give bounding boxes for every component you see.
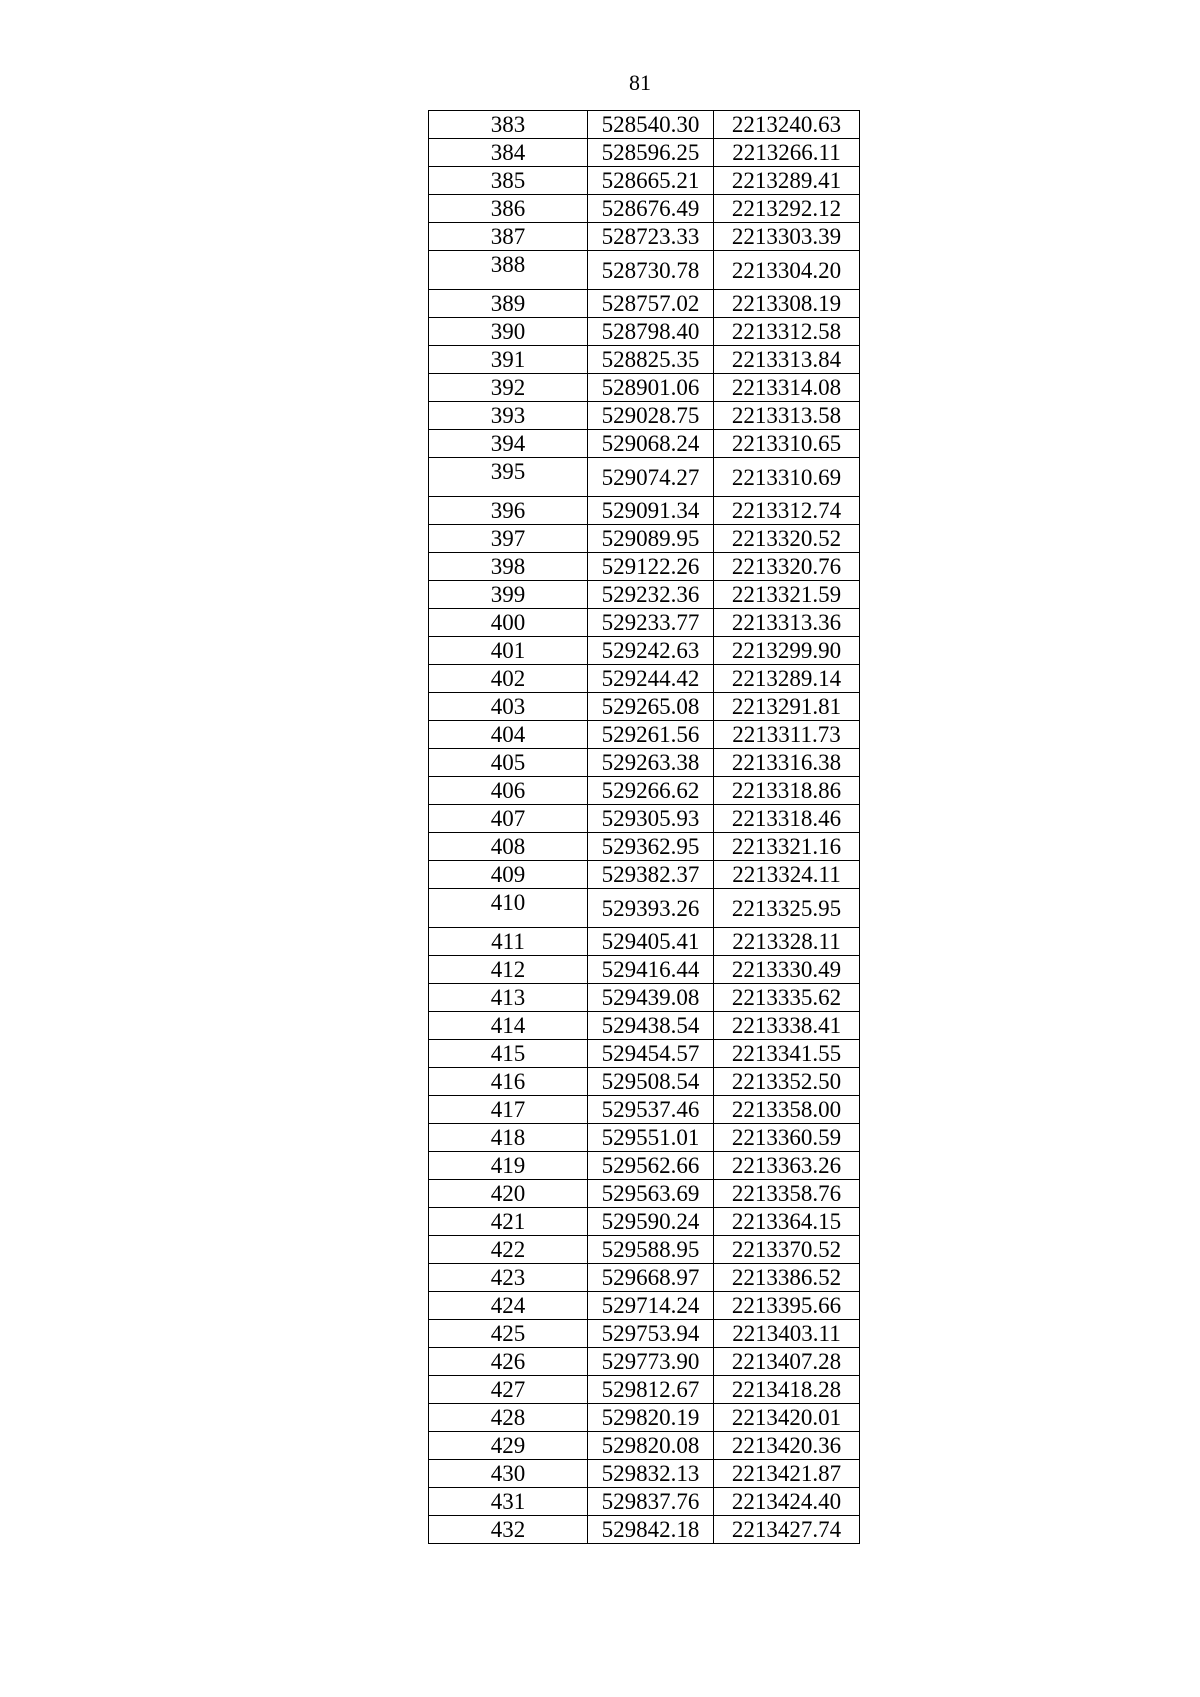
point-number-cell: 426: [429, 1348, 588, 1376]
table-row: [429, 1236, 860, 1264]
table-row: [429, 1376, 860, 1404]
point-number-cell: 396: [429, 497, 588, 525]
table-row: [429, 167, 860, 195]
table-row: [429, 1516, 860, 1544]
x-coordinate-cell: 529668.97: [588, 1264, 714, 1292]
point-number-cell: 421: [429, 1208, 588, 1236]
point-number-cell: 399: [429, 581, 588, 609]
point-number-cell: 425: [429, 1320, 588, 1348]
point-number-cell: 424: [429, 1292, 588, 1320]
table-row: [429, 1320, 860, 1348]
y-coordinate-cell: 2213358.00: [714, 1096, 860, 1124]
x-coordinate-cell: 529508.54: [588, 1068, 714, 1096]
table-row: [429, 833, 860, 861]
point-number-cell: 412: [429, 956, 588, 984]
table-row: [429, 1124, 860, 1152]
point-number-cell: 411: [429, 928, 588, 956]
y-coordinate-cell: 2213338.41: [714, 1012, 860, 1040]
table-row: [429, 1488, 860, 1516]
point-number-cell: 387: [429, 223, 588, 251]
x-coordinate-cell: 529439.08: [588, 984, 714, 1012]
y-coordinate-cell: 2213303.39: [714, 223, 860, 251]
x-coordinate-cell: 529562.66: [588, 1152, 714, 1180]
point-number-cell: 395: [429, 458, 588, 497]
table-row: [429, 1040, 860, 1068]
y-coordinate-cell: 2213370.52: [714, 1236, 860, 1264]
x-coordinate-cell: 529233.77: [588, 609, 714, 637]
x-coordinate-cell: 529837.76: [588, 1488, 714, 1516]
table-row: [429, 1180, 860, 1208]
table-row: [429, 665, 860, 693]
y-coordinate-cell: 2213403.11: [714, 1320, 860, 1348]
table-row: [429, 1292, 860, 1320]
table-row: [429, 251, 860, 290]
point-number-cell: 392: [429, 374, 588, 402]
point-number-cell: 414: [429, 1012, 588, 1040]
point-number-cell: 430: [429, 1460, 588, 1488]
point-number-cell: 404: [429, 721, 588, 749]
table-row: [429, 318, 860, 346]
table-row: [429, 1096, 860, 1124]
y-coordinate-cell: 2213313.58: [714, 402, 860, 430]
x-coordinate-cell: 529122.26: [588, 553, 714, 581]
point-number-cell: 388: [429, 251, 588, 290]
y-coordinate-cell: 2213310.69: [714, 458, 860, 497]
table-row: [429, 984, 860, 1012]
table-row: [429, 581, 860, 609]
y-coordinate-cell: 2213352.50: [714, 1068, 860, 1096]
y-coordinate-cell: 2213335.62: [714, 984, 860, 1012]
x-coordinate-cell: 528798.40: [588, 318, 714, 346]
y-coordinate-cell: 2213418.28: [714, 1376, 860, 1404]
table-row: [429, 1404, 860, 1432]
table-row: [429, 111, 860, 139]
x-coordinate-cell: 529261.56: [588, 721, 714, 749]
y-coordinate-cell: 2213427.74: [714, 1516, 860, 1544]
table-row: [429, 749, 860, 777]
y-coordinate-cell: 2213289.41: [714, 167, 860, 195]
table-row: [429, 889, 860, 928]
x-coordinate-cell: 529091.34: [588, 497, 714, 525]
x-coordinate-cell: 529265.08: [588, 693, 714, 721]
x-coordinate-cell: 529454.57: [588, 1040, 714, 1068]
x-coordinate-cell: 529382.37: [588, 861, 714, 889]
y-coordinate-cell: 2213420.01: [714, 1404, 860, 1432]
y-coordinate-cell: 2213341.55: [714, 1040, 860, 1068]
y-coordinate-cell: 2213364.15: [714, 1208, 860, 1236]
table-row: [429, 290, 860, 318]
table-row: [429, 693, 860, 721]
point-number-cell: 384: [429, 139, 588, 167]
table-row: [429, 1264, 860, 1292]
y-coordinate-cell: 2213420.36: [714, 1432, 860, 1460]
table-row: [429, 223, 860, 251]
table-row: [429, 1012, 860, 1040]
table-row: [429, 139, 860, 167]
point-number-cell: 427: [429, 1376, 588, 1404]
point-number-cell: 397: [429, 525, 588, 553]
x-coordinate-cell: 528901.06: [588, 374, 714, 402]
y-coordinate-cell: 2213421.87: [714, 1460, 860, 1488]
page-number: 81: [629, 70, 651, 95]
table-row: [429, 525, 860, 553]
x-coordinate-cell: 529074.27: [588, 458, 714, 497]
x-coordinate-cell: 528723.33: [588, 223, 714, 251]
x-coordinate-cell: 529820.19: [588, 1404, 714, 1432]
point-number-cell: 401: [429, 637, 588, 665]
x-coordinate-cell: 529416.44: [588, 956, 714, 984]
y-coordinate-cell: 2213292.12: [714, 195, 860, 223]
point-number-cell: 383: [429, 111, 588, 139]
table-row: [429, 777, 860, 805]
x-coordinate-cell: 529393.26: [588, 889, 714, 928]
table-row: [429, 1208, 860, 1236]
point-number-cell: 393: [429, 402, 588, 430]
point-number-cell: 389: [429, 290, 588, 318]
y-coordinate-cell: 2213318.46: [714, 805, 860, 833]
point-number-cell: 385: [429, 167, 588, 195]
point-number-cell: 418: [429, 1124, 588, 1152]
point-number-cell: 390: [429, 318, 588, 346]
table-row: [429, 374, 860, 402]
point-number-cell: 428: [429, 1404, 588, 1432]
table-row: [429, 928, 860, 956]
y-coordinate-cell: 2213395.66: [714, 1292, 860, 1320]
y-coordinate-cell: 2213363.26: [714, 1152, 860, 1180]
table-row: [429, 721, 860, 749]
y-coordinate-cell: 2213266.11: [714, 139, 860, 167]
x-coordinate-cell: 529832.13: [588, 1460, 714, 1488]
y-coordinate-cell: 2213316.38: [714, 749, 860, 777]
y-coordinate-cell: 2213304.20: [714, 251, 860, 290]
x-coordinate-cell: 529773.90: [588, 1348, 714, 1376]
y-coordinate-cell: 2213358.76: [714, 1180, 860, 1208]
point-number-cell: 398: [429, 553, 588, 581]
x-coordinate-cell: 529263.38: [588, 749, 714, 777]
y-coordinate-cell: 2213386.52: [714, 1264, 860, 1292]
point-number-cell: 407: [429, 805, 588, 833]
table-row: [429, 609, 860, 637]
y-coordinate-cell: 2213310.65: [714, 430, 860, 458]
table-row: [429, 346, 860, 374]
table-row: [429, 458, 860, 497]
y-coordinate-cell: 2213321.59: [714, 581, 860, 609]
y-coordinate-cell: 2213311.73: [714, 721, 860, 749]
x-coordinate-cell: 529563.69: [588, 1180, 714, 1208]
x-coordinate-cell: 528596.25: [588, 139, 714, 167]
point-number-cell: 402: [429, 665, 588, 693]
table-row: [429, 195, 860, 223]
x-coordinate-cell: 529242.63: [588, 637, 714, 665]
point-number-cell: 431: [429, 1488, 588, 1516]
y-coordinate-cell: 2213330.49: [714, 956, 860, 984]
y-coordinate-cell: 2213299.90: [714, 637, 860, 665]
x-coordinate-cell: 529842.18: [588, 1516, 714, 1544]
point-number-cell: 405: [429, 749, 588, 777]
point-number-cell: 386: [429, 195, 588, 223]
point-number-cell: 415: [429, 1040, 588, 1068]
table-row: [429, 1068, 860, 1096]
table-row: [429, 805, 860, 833]
point-number-cell: 419: [429, 1152, 588, 1180]
x-coordinate-cell: 529244.42: [588, 665, 714, 693]
y-coordinate-cell: 2213325.95: [714, 889, 860, 928]
point-number-cell: 408: [429, 833, 588, 861]
x-coordinate-cell: 529089.95: [588, 525, 714, 553]
point-number-cell: 416: [429, 1068, 588, 1096]
y-coordinate-cell: 2213313.84: [714, 346, 860, 374]
table-row: [429, 956, 860, 984]
x-coordinate-cell: 529362.95: [588, 833, 714, 861]
table-row: [429, 861, 860, 889]
y-coordinate-cell: 2213424.40: [714, 1488, 860, 1516]
x-coordinate-cell: 528540.30: [588, 111, 714, 139]
x-coordinate-cell: 529068.24: [588, 430, 714, 458]
x-coordinate-cell: 529753.94: [588, 1320, 714, 1348]
y-coordinate-cell: 2213318.86: [714, 777, 860, 805]
point-number-cell: 420: [429, 1180, 588, 1208]
point-number-cell: 406: [429, 777, 588, 805]
table-row: [429, 497, 860, 525]
y-coordinate-cell: 2213320.76: [714, 553, 860, 581]
point-number-cell: 409: [429, 861, 588, 889]
x-coordinate-cell: 529590.24: [588, 1208, 714, 1236]
y-coordinate-cell: 2213407.28: [714, 1348, 860, 1376]
x-coordinate-cell: 528730.78: [588, 251, 714, 290]
x-coordinate-cell: 528676.49: [588, 195, 714, 223]
table-row: [429, 553, 860, 581]
y-coordinate-cell: 2213313.36: [714, 609, 860, 637]
x-coordinate-cell: 529305.93: [588, 805, 714, 833]
coordinates-table: [428, 110, 860, 1544]
table-row: [429, 637, 860, 665]
x-coordinate-cell: 529537.46: [588, 1096, 714, 1124]
table-row: [429, 430, 860, 458]
x-coordinate-cell: 529438.54: [588, 1012, 714, 1040]
x-coordinate-cell: 529820.08: [588, 1432, 714, 1460]
coordinates-table-body: [429, 111, 860, 1544]
y-coordinate-cell: 2213328.11: [714, 928, 860, 956]
y-coordinate-cell: 2213289.14: [714, 665, 860, 693]
point-number-cell: 410: [429, 889, 588, 928]
point-number-cell: 432: [429, 1516, 588, 1544]
x-coordinate-cell: 528825.35: [588, 346, 714, 374]
y-coordinate-cell: 2213312.74: [714, 497, 860, 525]
point-number-cell: 391: [429, 346, 588, 374]
point-number-cell: 403: [429, 693, 588, 721]
y-coordinate-cell: 2213360.59: [714, 1124, 860, 1152]
x-coordinate-cell: 529551.01: [588, 1124, 714, 1152]
table-row: [429, 1432, 860, 1460]
point-number-cell: 417: [429, 1096, 588, 1124]
x-coordinate-cell: 529714.24: [588, 1292, 714, 1320]
y-coordinate-cell: 2213314.08: [714, 374, 860, 402]
y-coordinate-cell: 2213291.81: [714, 693, 860, 721]
point-number-cell: 429: [429, 1432, 588, 1460]
table-row: [429, 1348, 860, 1376]
x-coordinate-cell: 529232.36: [588, 581, 714, 609]
y-coordinate-cell: 2213320.52: [714, 525, 860, 553]
point-number-cell: 400: [429, 609, 588, 637]
table-row: [429, 1152, 860, 1180]
point-number-cell: 422: [429, 1236, 588, 1264]
x-coordinate-cell: 528757.02: [588, 290, 714, 318]
x-coordinate-cell: 529812.67: [588, 1376, 714, 1404]
y-coordinate-cell: 2213308.19: [714, 290, 860, 318]
y-coordinate-cell: 2213321.16: [714, 833, 860, 861]
x-coordinate-cell: 528665.21: [588, 167, 714, 195]
point-number-cell: 413: [429, 984, 588, 1012]
y-coordinate-cell: 2213240.63: [714, 111, 860, 139]
x-coordinate-cell: 529588.95: [588, 1236, 714, 1264]
y-coordinate-cell: 2213324.11: [714, 861, 860, 889]
table-row: [429, 402, 860, 430]
table-row: [429, 1460, 860, 1488]
point-number-cell: 394: [429, 430, 588, 458]
y-coordinate-cell: 2213312.58: [714, 318, 860, 346]
x-coordinate-cell: 529266.62: [588, 777, 714, 805]
point-number-cell: 423: [429, 1264, 588, 1292]
x-coordinate-cell: 529405.41: [588, 928, 714, 956]
x-coordinate-cell: 529028.75: [588, 402, 714, 430]
